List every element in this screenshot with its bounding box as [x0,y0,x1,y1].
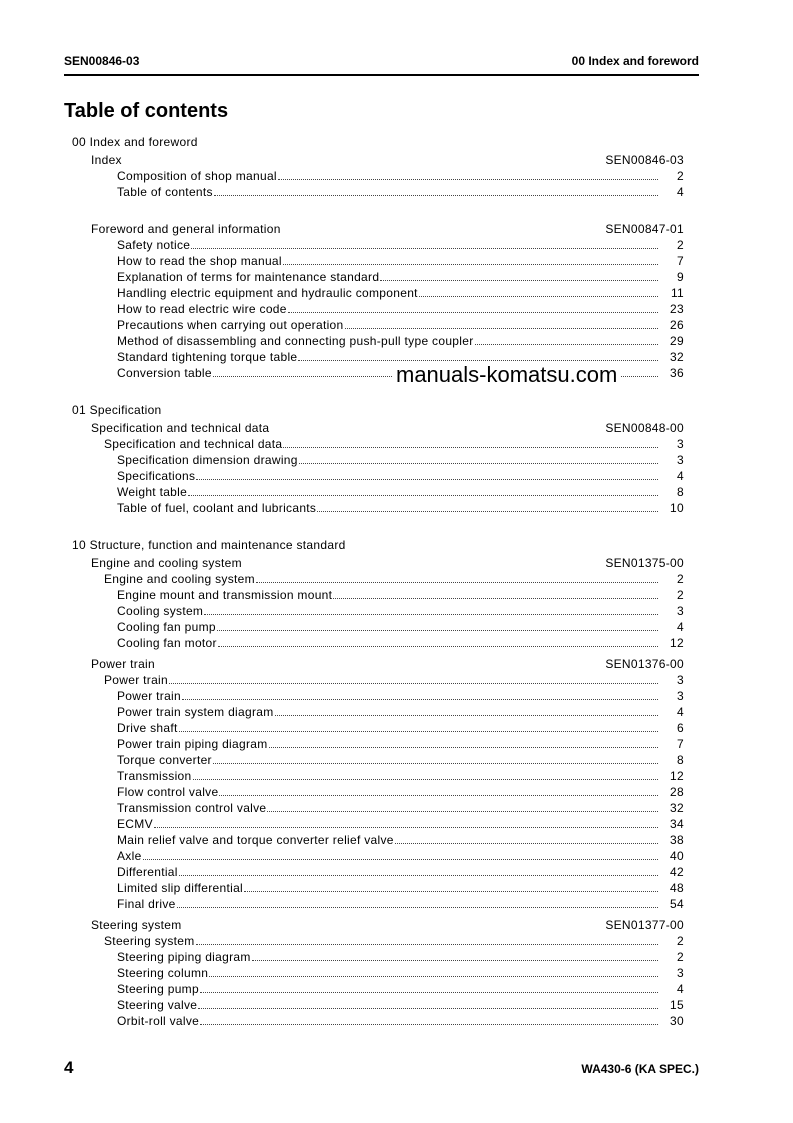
dot-leader [283,447,658,448]
entry-title: Foreword and general information [91,222,281,236]
entry-title: Main relief valve and torque converter relief valve [117,833,394,847]
page-ref: 12 [670,769,684,783]
entry-title: Weight table [117,485,188,499]
entry-title: Final drive [117,897,176,911]
toc-item-entry[interactable] [64,499,684,515]
entry-title: Power train system diagram [117,705,274,719]
toc-sub-entry[interactable] [64,932,684,948]
toc-item-entry[interactable] [64,687,684,703]
toc-group-entry[interactable] [64,218,684,236]
entry-title: How to read electric wire code [117,302,287,316]
dot-leader [182,699,658,700]
toc-section-entry[interactable] [64,399,684,417]
toc-item-entry[interactable] [64,586,684,602]
entry-title: Transmission control valve [117,801,267,815]
toc-item-entry[interactable] [64,252,684,268]
entry-title: Steering pump [117,982,199,996]
toc-item-entry[interactable] [64,1012,684,1028]
toc-group-entry[interactable] [64,149,684,167]
toc-item-entry[interactable] [64,799,684,815]
entry-title: Orbit-roll valve [117,1014,200,1028]
entry-title: Steering system [104,934,195,948]
entry-title: Steering system [91,918,182,932]
entry-title: Specification and technical data [91,421,270,435]
dot-leader [298,360,658,361]
page-ref: 3 [677,453,684,467]
page-ref: 11 [670,286,684,300]
entry-title: 00 Index and foreword [72,135,198,149]
dot-leader [380,280,658,281]
dot-leader [213,763,658,764]
toc-group-entry[interactable] [64,417,684,435]
page-ref: 2 [677,169,684,183]
dot-leader [288,312,658,313]
toc-item-entry[interactable] [64,847,684,863]
dot-leader [299,463,658,464]
toc-item-entry[interactable] [64,703,684,719]
dot-leader [252,960,658,961]
toc-item-entry[interactable] [64,831,684,847]
page-number: 4 [64,1058,74,1077]
toc-group-entry[interactable] [64,552,684,570]
toc-item-entry[interactable] [64,167,684,183]
entry-title: Engine and cooling system [91,556,242,570]
toc-item-entry[interactable] [64,451,684,467]
document-code: SEN00847-01 [605,222,684,236]
toc-section-entry[interactable] [64,131,684,149]
page-ref: 3 [677,689,684,703]
page-ref: 28 [670,785,684,799]
watermark: manuals-komatsu.com [393,362,620,388]
dot-leader [256,582,658,583]
page-ref: 2 [677,588,684,602]
entry-title: Specifications [117,469,196,483]
dot-leader [200,1024,658,1025]
dot-leader [196,944,658,945]
entry-title: How to read the shop manual [117,254,282,268]
entry-title: 01 Specification [72,403,162,417]
page-ref: 36 [670,366,684,380]
page-ref: 4 [677,620,684,634]
dot-leader [267,811,658,812]
dot-leader [395,843,658,844]
toc-section-entry[interactable] [64,534,684,552]
page-ref: 2 [677,572,684,586]
entry-title: Standard tightening torque table [117,350,298,364]
toc-sub-entry[interactable] [64,435,684,451]
page-ref: 8 [677,753,684,767]
dot-leader [209,976,658,977]
dot-leader [217,630,658,631]
toc-item-entry[interactable] [64,815,684,831]
entry-title: Cooling fan motor [117,636,217,650]
page-ref: 8 [677,485,684,499]
document-code: SEN01377-00 [605,918,684,932]
dot-leader [200,992,658,993]
page-ref: 29 [670,334,684,348]
entry-title: Flow control valve [117,785,219,799]
toc-sub-entry[interactable] [64,671,684,687]
dot-leader [143,859,658,860]
toc-sub-entry[interactable] [64,570,684,586]
entry-title: Cooling system [117,604,204,618]
document-code: SEN00846-03 [64,54,140,68]
entry-title: Specification dimension drawing [117,453,298,467]
toc-item-entry[interactable] [64,236,684,252]
toc-item-entry[interactable] [64,719,684,735]
toc-item-entry[interactable] [64,467,684,483]
page-ref: 3 [677,604,684,618]
dot-leader [269,747,658,748]
dot-leader [204,614,658,615]
toc-item-entry[interactable] [64,183,684,199]
entry-title: Handling electric equipment and hydraulic component [117,286,418,300]
toc-item-entry[interactable] [64,316,684,332]
entry-title: 10 Structure, function and maintenance standard [72,538,346,552]
entry-title: Conversion table [117,366,212,380]
dot-leader [419,296,658,297]
toc-item-entry[interactable] [64,751,684,767]
entry-title: Precautions when carrying out operation [117,318,344,332]
entry-title: Transmission [117,769,192,783]
page-ref: 4 [677,982,684,996]
page-ref: 48 [670,881,684,895]
page-ref: 4 [677,469,684,483]
toc-item-entry[interactable] [64,948,684,964]
entry-title: Composition of shop manual [117,169,277,183]
entry-title: Table of contents [117,185,213,199]
page-ref: 2 [677,238,684,252]
toc-item-entry[interactable] [64,767,684,783]
toc-item-entry[interactable] [64,863,684,879]
header-divider [64,74,699,76]
page-ref: 2 [677,934,684,948]
entry-title: Axle [117,849,142,863]
entry-title: Drive shaft [117,721,178,735]
page-ref: 4 [677,705,684,719]
entry-title: Index [91,153,122,167]
toc-item-entry[interactable] [64,735,684,751]
page-ref: 32 [670,350,684,364]
page-ref: 23 [670,302,684,316]
toc-item-entry[interactable] [64,634,684,650]
toc-item-entry[interactable] [64,483,684,499]
toc-item-entry[interactable] [64,879,684,895]
entry-title: ECMV [117,817,153,831]
model-label: WA430-6 (KA SPEC.) [581,1062,699,1076]
dot-leader [345,328,659,329]
dot-leader [198,1008,658,1009]
entry-title: Specification and technical data [104,437,283,451]
page-ref: 7 [677,737,684,751]
toc-item-entry[interactable] [64,964,684,980]
toc-item-entry[interactable] [64,895,684,911]
dot-leader [333,598,658,599]
dot-leader [214,195,658,196]
page-title: Table of contents [64,100,229,122]
toc-spacer [64,515,684,534]
entry-title: Limited slip differential [117,881,244,895]
page-ref: 4 [677,185,684,199]
dot-leader [193,779,658,780]
entry-title: Explanation of terms for maintenance standard [117,270,380,284]
dot-leader [177,907,658,908]
dot-leader [275,715,658,716]
table-of-contents [64,131,684,1028]
toc-item-entry[interactable] [64,980,684,996]
dot-leader [188,495,658,496]
page-ref: 26 [670,318,684,332]
page-ref: 2 [677,950,684,964]
dot-leader [244,891,658,892]
toc-group-entry[interactable] [64,653,684,671]
entry-title: Cooling fan pump [117,620,216,634]
toc-item-entry[interactable] [64,332,684,348]
dot-leader [218,646,658,647]
toc-item-entry[interactable] [64,783,684,799]
page-ref: 3 [677,437,684,451]
page-ref: 40 [670,849,684,863]
page-ref: 6 [677,721,684,735]
dot-leader [219,795,658,796]
entry-title: Torque converter [117,753,212,767]
dot-leader [179,731,658,732]
dot-leader [179,875,658,876]
dot-leader [283,264,658,265]
page-ref: 54 [670,897,684,911]
page-ref: 30 [670,1014,684,1028]
page-ref: 38 [670,833,684,847]
dot-leader [169,683,658,684]
toc-group-entry[interactable] [64,914,684,932]
entry-title: Engine and cooling system [104,572,255,586]
page-ref: 3 [677,673,684,687]
dot-leader [317,511,658,512]
toc-item-entry[interactable] [64,268,684,284]
page-ref: 12 [670,636,684,650]
entry-title: Safety notice [117,238,191,252]
dot-leader [475,344,658,345]
entry-title: Power train [104,673,168,687]
toc-item-entry[interactable] [64,996,684,1012]
dot-leader [196,479,658,480]
page-ref: 3 [677,966,684,980]
entry-title: Method of disassembling and connecting push-pull type coupler [117,334,474,348]
page-ref: 42 [670,865,684,879]
entry-title: Power train piping diagram [117,737,268,751]
toc-item-entry[interactable] [64,602,684,618]
toc-item-entry[interactable] [64,618,684,634]
page-ref: 34 [670,817,684,831]
entry-title: Power train [117,689,181,703]
document-code: SEN01375-00 [605,556,684,570]
section-title: 00 Index and foreword [571,54,699,68]
entry-title: Steering column [117,966,209,980]
page-ref: 15 [670,998,684,1012]
document-code: SEN00848-00 [605,421,684,435]
dot-leader [278,179,658,180]
page-ref: 32 [670,801,684,815]
toc-spacer [64,199,684,218]
entry-title: Table of fuel, coolant and lubricants [117,501,317,515]
page-ref: 10 [670,501,684,515]
document-code: SEN01376-00 [605,657,684,671]
entry-title: Engine mount and transmission mount [117,588,333,602]
dot-leader [191,248,658,249]
entry-title: Power train [91,657,155,671]
page-ref: 7 [677,254,684,268]
toc-item-entry[interactable] [64,300,684,316]
page-ref: 9 [677,270,684,284]
entry-title: Differential [117,865,178,879]
toc-item-entry[interactable] [64,284,684,300]
entry-title: Steering valve [117,998,198,1012]
dot-leader [154,827,658,828]
entry-title: Steering piping diagram [117,950,251,964]
document-code: SEN00846-03 [605,153,684,167]
